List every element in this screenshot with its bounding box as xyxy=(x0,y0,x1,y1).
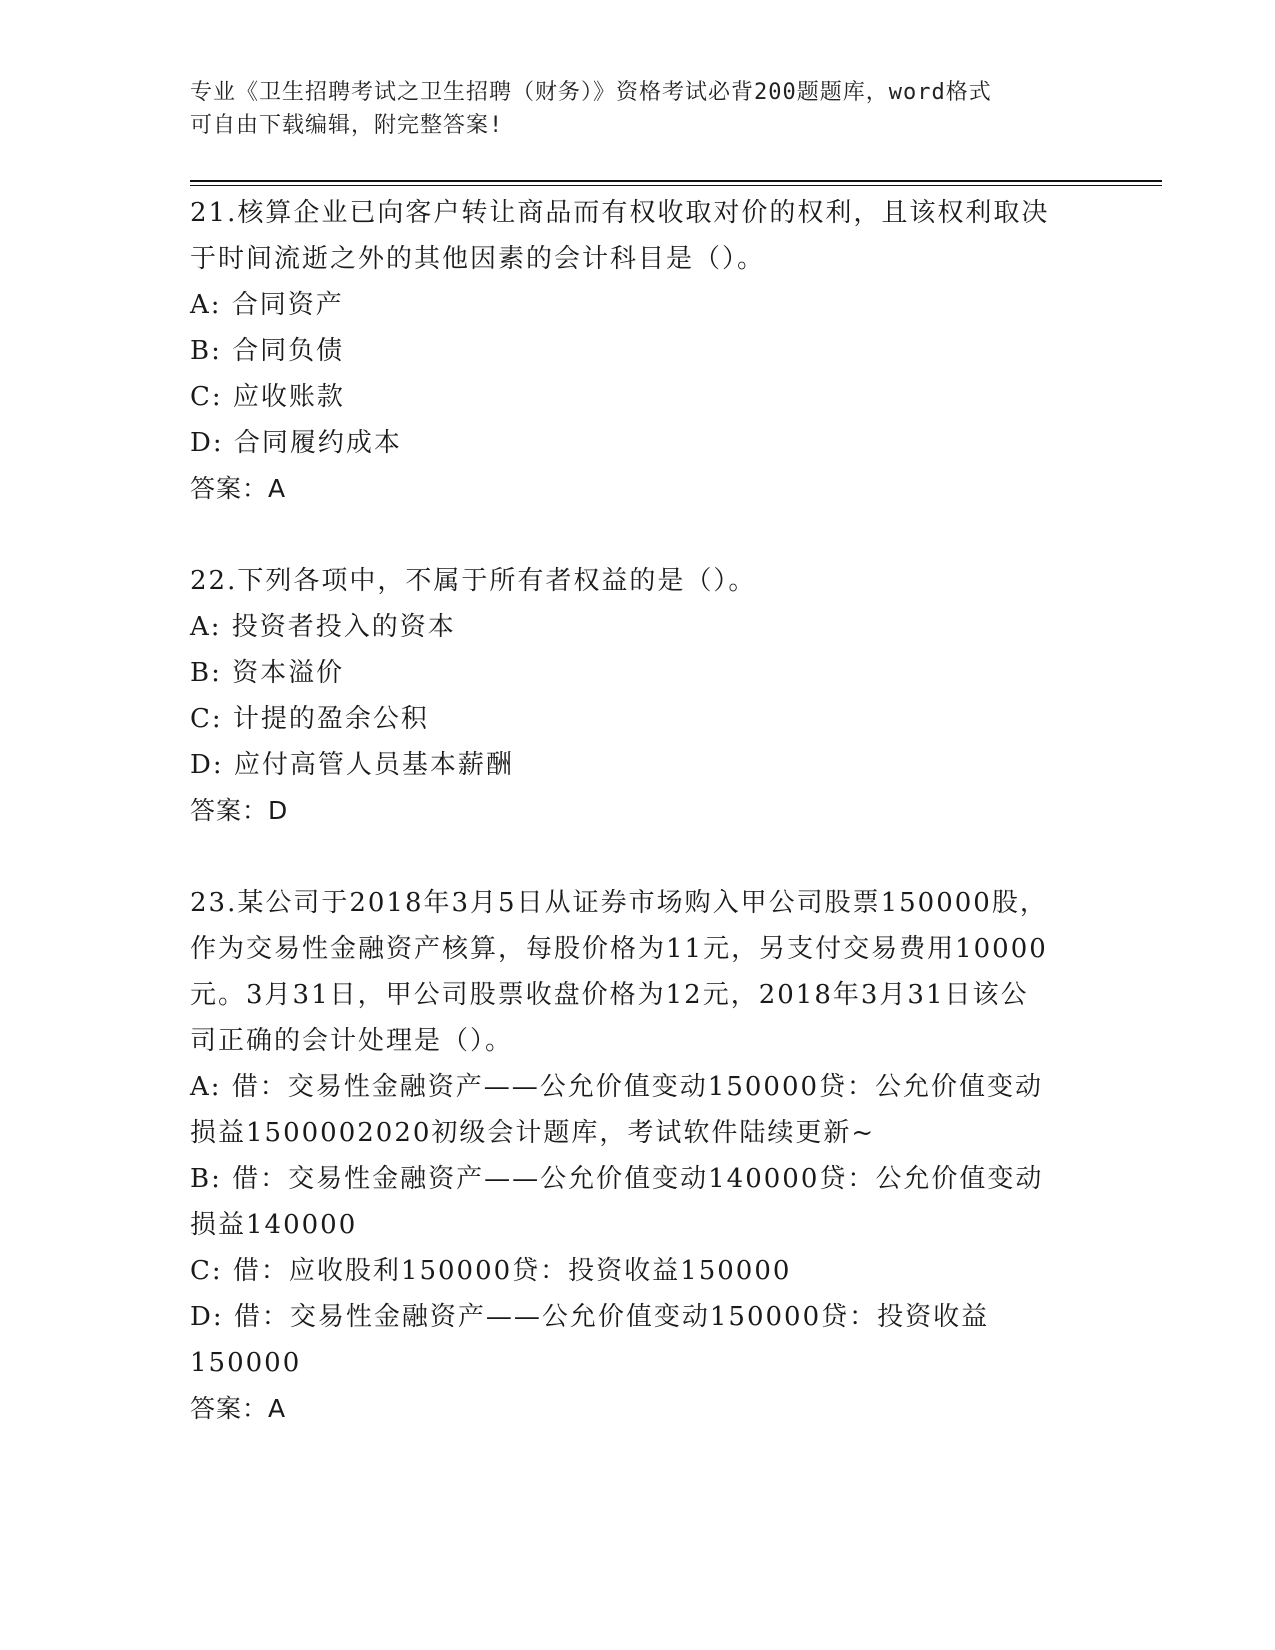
header-rule-thick xyxy=(190,180,1162,182)
option-b-continued: 损益140000 xyxy=(190,1210,358,1240)
option-c: C: 计提的盈余公积 xyxy=(190,704,429,734)
question-21 xyxy=(190,190,1090,512)
question-23 xyxy=(190,880,1090,1432)
answer: 答案：A xyxy=(190,474,287,503)
header-line-2: 可自由下载编辑，附完整答案! xyxy=(190,113,504,138)
question-text-line: 元。3月31日，甲公司股票收盘价格为12元，2018年3月31日该公 xyxy=(190,980,1029,1010)
answer: 答案：A xyxy=(190,1394,287,1423)
option-d-continued: 150000 xyxy=(190,1348,302,1378)
document-header xyxy=(190,76,1090,142)
option-d: D: 合同履约成本 xyxy=(190,428,402,458)
answer: 答案：D xyxy=(190,796,289,825)
header-rule-thin xyxy=(190,185,1162,186)
option-b: B: 合同负债 xyxy=(190,336,345,366)
question-22 xyxy=(190,558,1090,834)
question-text-line: 作为交易性金融资产核算，每股价格为11元，另支付交易费用10000 xyxy=(190,934,1048,964)
option-c: C: 应收账款 xyxy=(190,382,345,412)
option-a: A: 投资者投入的资本 xyxy=(190,612,456,642)
option-b: B: 资本溢价 xyxy=(190,658,345,688)
header-line-1: 专业《卫生招聘考试之卫生招聘（财务）》资格考试必背200题题库，word格式 xyxy=(190,80,992,105)
option-a: A: 合同资产 xyxy=(190,290,344,320)
question-text-line: 司正确的会计处理是（）。 xyxy=(190,1026,514,1056)
option-a-continued: 损益1500002020初级会计题库，考试软件陆续更新~ xyxy=(190,1118,876,1148)
option-a: A: 借：交易性金融资产——公允价值变动150000贷：公允价值变动 xyxy=(190,1072,1044,1102)
question-text-line: 于时间流逝之外的其他因素的会计科目是（）。 xyxy=(190,244,766,274)
option-d: D: 应付高管人员基本薪酬 xyxy=(190,750,514,780)
option-c: C: 借：应收股利150000贷：投资收益150000 xyxy=(190,1256,792,1286)
option-b: B: 借：交易性金融资产——公允价值变动140000贷：公允价值变动 xyxy=(190,1164,1044,1194)
question-text-line: 21.核算企业已向客户转让商品而有权收取对价的权利，且该权利取决 xyxy=(190,198,1050,228)
question-text-line: 23.某公司于2018年3月5日从证券市场购入甲公司股票150000股， xyxy=(190,888,1048,918)
question-text-line: 22.下列各项中，不属于所有者权益的是（）。 xyxy=(190,566,757,596)
question-list xyxy=(190,190,1090,1478)
option-d: D: 借：交易性金融资产——公允价值变动150000贷：投资收益 xyxy=(190,1302,990,1332)
